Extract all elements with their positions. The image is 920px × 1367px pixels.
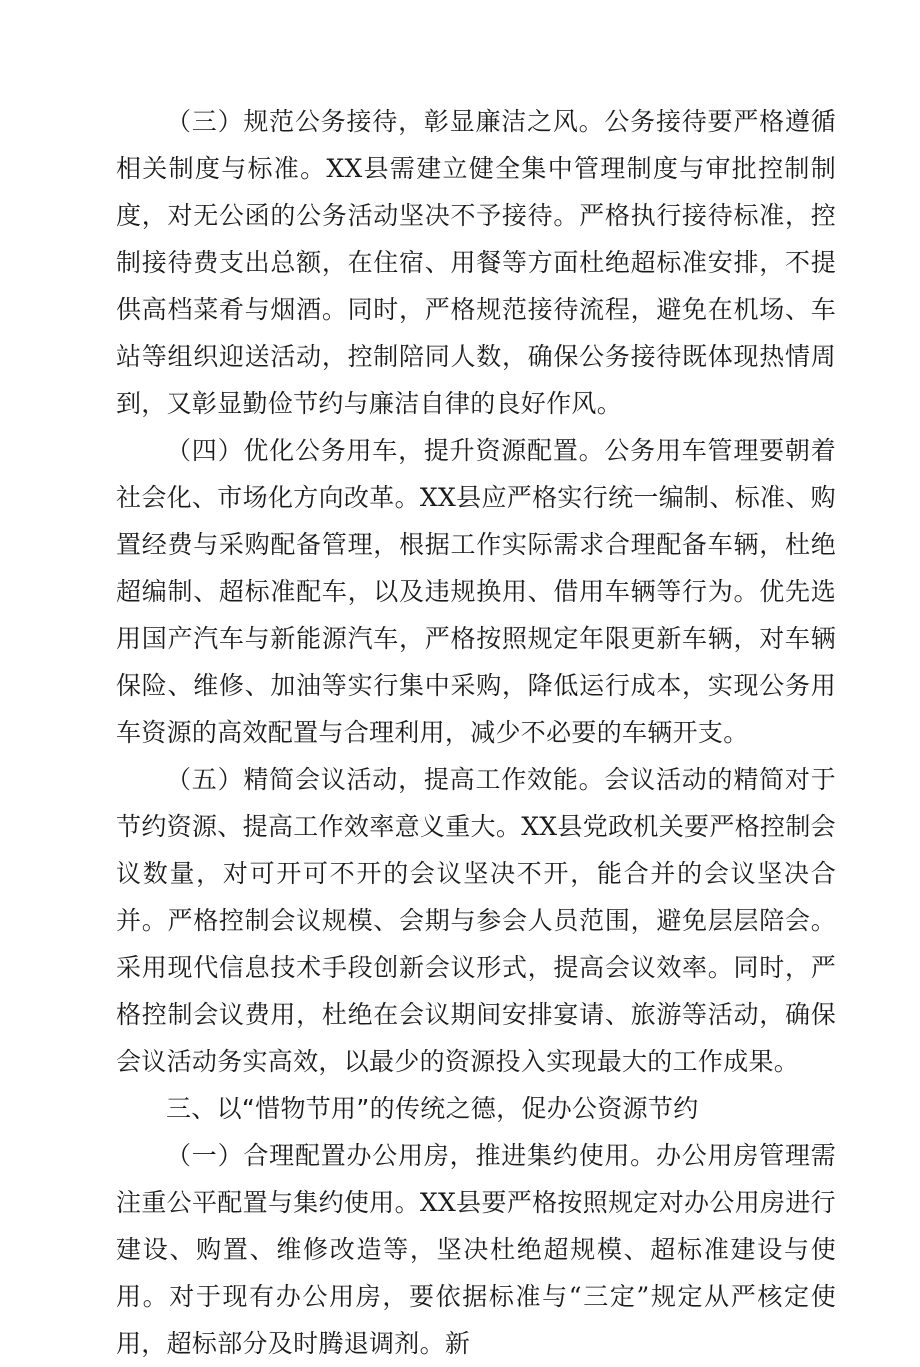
paragraph-office-space: （一）合理配置办公用房，推进集约使用。办公用房管理需注重公平配置与集约使用。XX县要严格按照规定对办公用房进行建设、购置、维修改造等，坚决杜绝超规模、超标准建设与使用。对于现有办公用房，要依据标准与“三定”规定从严核定使用，超标部分及时腾退调剂。新 <box>116 1141 836 1358</box>
document-body <box>116 98 836 1367</box>
section-heading: 三、以“惜物节用”的传统之德，促办公资源节约 <box>166 1094 699 1123</box>
paragraph-official-vehicles: （四）优化公务用车，提升资源配置。公务用车管理要朝着社会化、市场化方向改革。XX县应严格实行统一编制、标准、购置经费与采购配备管理，根据工作实际需求合理配备车辆，杜绝超编制、超标准配车，以及违规换用、借用车辆等行为。优先选用国产汽车与新能源汽车，严格按照规定年限更新车辆，对车辆保险、维修、加油等实行集中采购，降低运行成本，实现公务用车资源的高效配置与合理利用，减少不必要的车辆开支。 <box>116 436 836 747</box>
paragraph-reception: （三）规范公务接待，彰显廉洁之风。公务接待要严格遵循相关制度与标准。XX县需建立健全集中管理制度与审批控制制度，对无公函的公务活动坚决不予接待。严格执行接待标准，控制接待费支出总额，在住宿、用餐等方面杜绝超标准安排，不提供高档菜肴与烟酒。同时，严格规范接待流程，避免在机场、车站等组织迎送活动，控制陪同人数，确保公务接待既体现热情周到，又彰显勤俭节约与廉洁自律的良好作风。 <box>116 107 836 418</box>
paragraph-meetings: （五）精简会议活动，提高工作效能。会议活动的精简对于节约资源、提高工作效率意义重大。XX县党政机关要严格控制会议数量，对可开可不开的会议坚决不开，能合并的会议坚决合并。严格控制会议规模、会期与参会人员范围，避免层层陪会。采用现代信息技术手段创新会议形式，提高会议效率。同时，严格控制会议费用，杜绝在会议期间安排宴请、旅游等活动，确保会议活动务实高效，以最少的资源投入实现最大的工作成果。 <box>116 765 836 1076</box>
